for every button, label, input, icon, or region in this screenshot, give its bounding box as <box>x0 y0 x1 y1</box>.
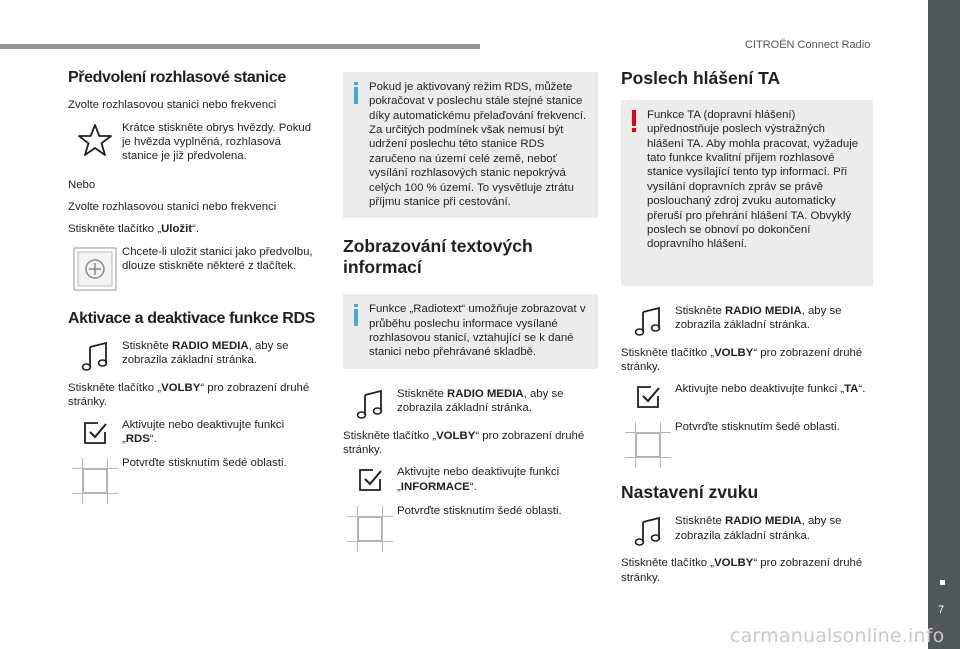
music-note-icon <box>356 389 384 419</box>
instruction-confirm <box>68 456 318 504</box>
instruction-confirm <box>621 420 873 468</box>
instruction-text: Stiskněte RADIO MEDIA, aby se zobrazila základní stránka. <box>397 387 564 415</box>
paragraph: Stiskněte tlačítko „VOLBY“ pro zobrazení druhé stránky. <box>621 557 863 584</box>
instruction-music <box>621 304 873 336</box>
instruction-text: Stiskněte RADIO MEDIA, aby se zobrazila základní stránka. <box>675 515 842 542</box>
column-presets <box>68 68 318 514</box>
info-icon <box>354 82 358 104</box>
info-box-radiotext <box>343 294 598 368</box>
paragraph: Zvolte rozhlasovou stanici nebo frekvenci <box>68 99 277 112</box>
music-note-icon <box>81 341 109 371</box>
instruction-text: Aktivujte nebo deaktivujte funkci „INFORMACE“. <box>397 466 560 493</box>
paragraph: Stiskněte tlačítko „VOLBY“ pro zobrazení druhé stránky. <box>343 429 585 457</box>
warning-text: Funkce TA (dopravní hlášení) upřednostňuje poslech výstražných hlášení TA. Aby mohla pracovat, vyžaduje tato funkce kvalitní příjem rozhlasové stanice vysílající tento typ informací. Při vysílání dopravních zpráv se právě poslouchaný zdroj zvuku automaticky přeruší pro přehrání hlášení TA. Obvyklý poslech se obnoví po dokončení dopravního hlášení. <box>647 109 859 251</box>
page-number: 7 <box>938 604 945 616</box>
instruction-text: Aktivujte nebo deaktivujte funkci „TA“. <box>675 383 866 396</box>
gray-area-grid-icon <box>72 458 118 504</box>
column-ta-sound <box>621 68 873 593</box>
section-title-presets: Předvolení rozhlasové stanice <box>68 69 286 86</box>
checkbox-check-icon <box>82 420 108 446</box>
warning-box-ta <box>621 100 873 286</box>
paragraph: Stiskněte tlačítko „VOLBY“ pro zobrazení druhé stránky. <box>621 346 863 373</box>
music-note-icon <box>634 516 662 546</box>
watermark: carmanualsonline.info <box>730 625 945 647</box>
paragraph: Zvolte rozhlasovou stanici nebo frekvenci <box>68 200 277 213</box>
section-title-text-info: Zobrazování textových informací <box>343 236 533 278</box>
instruction-check <box>343 465 598 494</box>
instruction-text: Chcete-li uložit stanici jako předvolbu, dlouze stiskněte některé z tlačítek. <box>122 245 313 273</box>
instruction-text: Potvrďte stisknutím šedé oblasti. <box>675 421 840 434</box>
music-note-icon <box>634 306 662 336</box>
instruction-plus <box>68 245 318 291</box>
instruction-text: Stiskněte RADIO MEDIA, aby se zobrazila základní stránka. <box>122 339 289 367</box>
instruction-music <box>343 387 598 419</box>
section-title-rds: Aktivace a deaktivace funkce RDS <box>68 309 315 327</box>
instruction-text: Krátce stiskněte obrys hvězdy. Pokud je hvězda vyplněná, rozhlasová stanice je již předvolena. <box>122 121 312 163</box>
column-rds-text <box>343 72 598 562</box>
info-box-rds <box>343 72 598 218</box>
paragraph: Nebo <box>68 178 96 191</box>
chapter-sidebar <box>928 0 960 649</box>
instruction-confirm <box>343 504 598 552</box>
instruction-check <box>68 418 318 447</box>
instruction-music <box>68 339 318 371</box>
instruction-check <box>621 382 873 410</box>
checkbox-check-icon <box>635 384 661 410</box>
section-title-ta: Poslech hlášení TA <box>621 68 781 88</box>
info-text: Funkce „Radiotext“ umožňuje zobrazovat v průběhu poslechu informace vysílané rozhlasovou stanicí, vztahující se k dané stanici nebo přehrávané skladbě. <box>369 303 586 359</box>
paragraph: Stiskněte tlačítko „VOLBY“ pro zobrazení druhé stránky. <box>68 381 310 409</box>
gray-area-grid-icon <box>347 506 393 552</box>
chapter-marker <box>940 580 945 585</box>
paragraph: Stiskněte tlačítko „Uložit“. <box>68 223 200 236</box>
instruction-text: Potvrďte stisknutím šedé oblasti. <box>122 457 287 470</box>
instruction-text: Aktivujte nebo deaktivujte funkci „RDS“. <box>122 418 285 445</box>
star-outline-icon <box>77 123 113 157</box>
info-icon <box>354 304 358 326</box>
instruction-text: Potvrďte stisknutím šedé oblasti. <box>397 505 562 518</box>
info-text: Pokud je aktivovaný režim RDS, můžete pokračovat v poslechu stále stejné stanice díky automatickému přelaďování frekvencí. Za určitých podmínek však nemusí být udržení poslechu této stanice RDS zaručeno na území celé země, neboť vysílání rozhlasových stanic nepokrývá celých 100 % území. To vysvětluje ztrátu příjmu stanice při cestování. <box>369 81 587 208</box>
warning-icon <box>632 110 636 132</box>
instruction-star <box>68 121 318 164</box>
header-rule <box>0 44 480 49</box>
section-title-sound: Nastavení zvuku <box>621 482 759 503</box>
preset-plus-icon <box>73 247 117 291</box>
brand-title: CITROËN Connect Radio <box>745 39 871 51</box>
instruction-music <box>621 514 873 546</box>
checkbox-check-icon <box>357 467 383 493</box>
instruction-text: Stiskněte RADIO MEDIA, aby se zobrazila základní stránka. <box>675 304 842 331</box>
gray-area-grid-icon <box>625 422 671 468</box>
